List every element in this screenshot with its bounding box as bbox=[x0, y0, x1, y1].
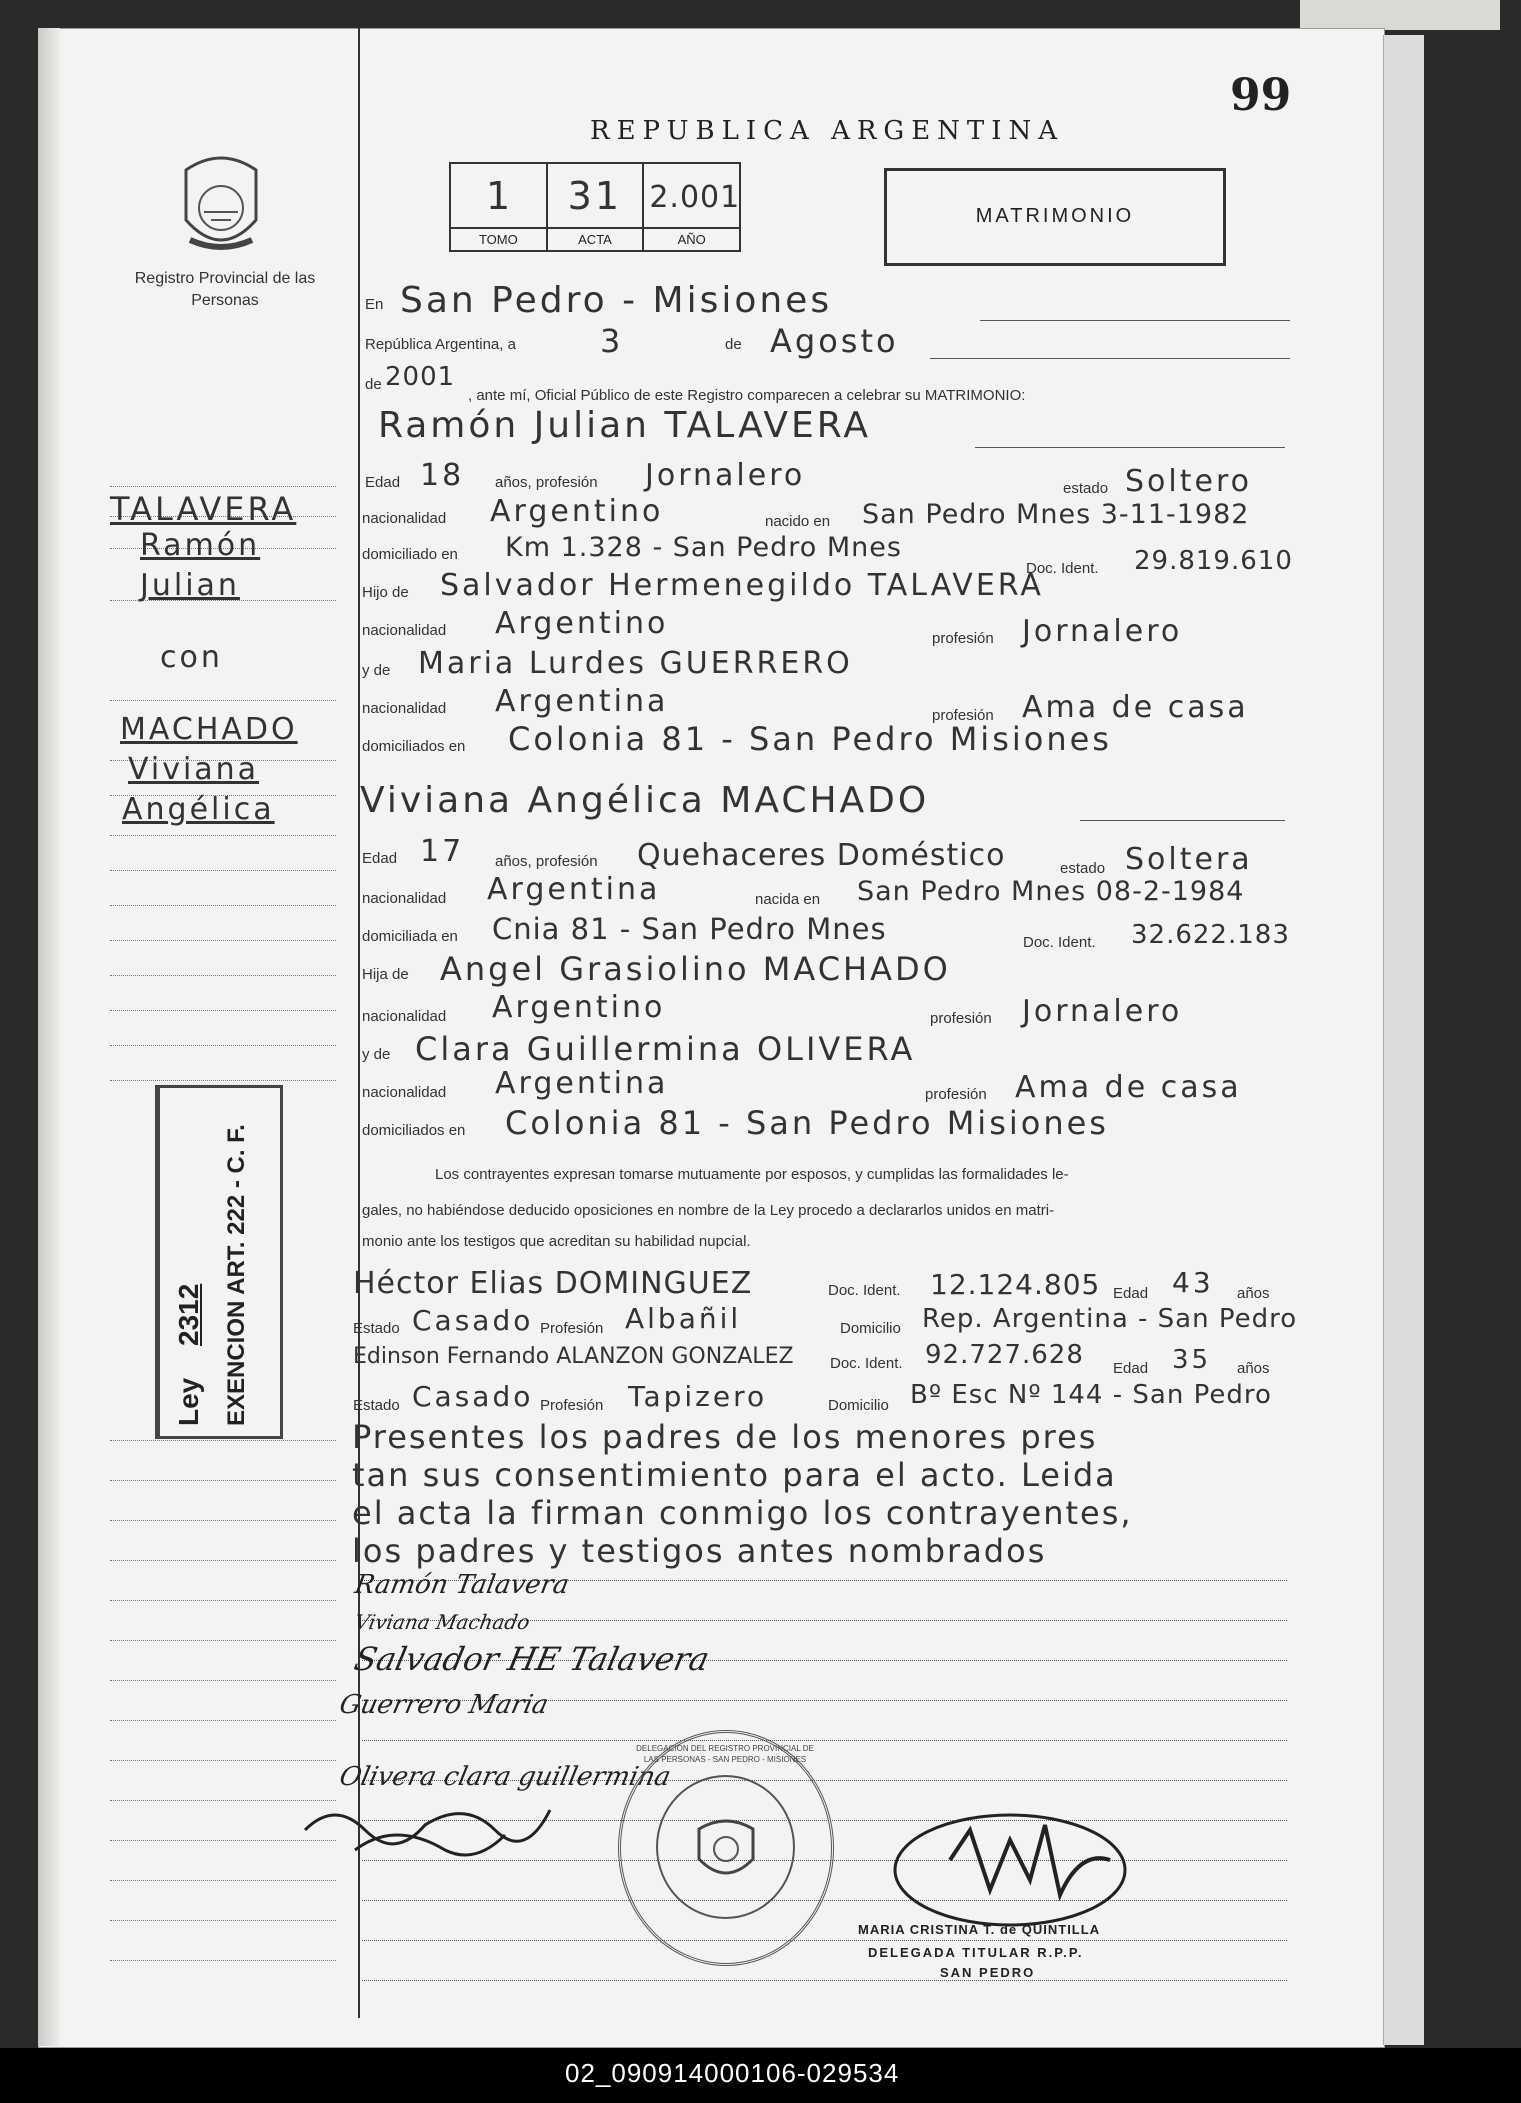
line-dots bbox=[362, 1740, 1287, 1741]
statement-line-3: monio ante los testigos que acreditan su habilidad nupcial. bbox=[362, 1233, 751, 1250]
tomo-label: TOMO bbox=[451, 227, 546, 250]
margin-line bbox=[110, 1680, 336, 1681]
groom-age-label: Edad bbox=[365, 474, 401, 491]
record-number-box bbox=[449, 162, 741, 252]
witness-2-domicile-label: Domicilio bbox=[828, 1397, 889, 1414]
margin-line bbox=[110, 1080, 336, 1081]
groom-domicile-label: domiciliado en bbox=[362, 546, 458, 563]
signature-text: Olivera clara guillermina bbox=[336, 1762, 674, 1792]
groom-full-name: Ramón Julian TALAVERA bbox=[378, 405, 871, 446]
registry-name-text: Registro Provincial de las Personas bbox=[134, 270, 316, 309]
bride-mother-nationality-label: nacionalidad bbox=[362, 1084, 447, 1101]
margin-line bbox=[110, 905, 336, 906]
bride-profession: Quehaceres Doméstico bbox=[637, 838, 1006, 873]
groom-father-profession: Jornalero bbox=[1022, 614, 1183, 649]
back-page-edge bbox=[1300, 0, 1500, 30]
bride-full-name: Viviana Angélica MACHADO bbox=[360, 780, 930, 821]
margin-line bbox=[110, 870, 336, 871]
ley-number: 2312 bbox=[173, 1283, 204, 1346]
bride-nationality: Argentina bbox=[487, 872, 661, 907]
official-seal-emblem-icon bbox=[691, 1815, 761, 1885]
witness-1-domicile: Rep. Argentina - San Pedro bbox=[922, 1304, 1298, 1334]
bride-parents-domicile: Colonia 81 - San Pedro Misiones bbox=[505, 1104, 1109, 1142]
day: 3 bbox=[600, 322, 624, 360]
witness-2-years-label: años bbox=[1237, 1360, 1270, 1377]
bride-father-nationality-label: nacionalidad bbox=[362, 1008, 447, 1025]
margin-line bbox=[110, 835, 336, 836]
official-signature-icon bbox=[880, 1800, 1140, 1930]
groom-mother-nationality-label: nacionalidad bbox=[362, 700, 447, 717]
en-label: En bbox=[365, 296, 384, 313]
bride-born-label: nacida en bbox=[755, 891, 821, 908]
official-place: SAN PEDRO bbox=[940, 1965, 1036, 1980]
official-round-seal bbox=[618, 1730, 834, 1966]
margin-line bbox=[110, 1640, 336, 1641]
groom-status-label: estado bbox=[1063, 480, 1109, 497]
official-name: MARIA CRISTINA T. de QUINTILLA bbox=[858, 1922, 1101, 1937]
republic-label: República Argentina, a bbox=[365, 336, 516, 353]
ano-cell bbox=[644, 164, 739, 250]
de-label: de bbox=[725, 336, 742, 353]
groom-nationality-label: nacionalidad bbox=[362, 510, 447, 527]
witness-2-profession-label: Profesión bbox=[540, 1397, 604, 1414]
margin-line bbox=[110, 700, 336, 701]
acta-value: 31 bbox=[567, 174, 623, 218]
groom-age-suffix: años, profesión bbox=[495, 474, 598, 491]
bride-father-profession-label: profesión bbox=[930, 1010, 992, 1027]
margin-line bbox=[110, 1520, 336, 1521]
witness-1-profession-label: Profesión bbox=[540, 1320, 604, 1337]
place: San Pedro - Misiones bbox=[400, 280, 833, 321]
bride-mother-nationality: Argentina bbox=[495, 1066, 669, 1101]
bride-born: San Pedro Mnes 08-2-1984 bbox=[857, 876, 1245, 907]
bride-father: Angel Grasiolino MACHADO bbox=[440, 950, 951, 988]
witness-1-status: Casado bbox=[412, 1304, 534, 1337]
margin-groom-name2: Julian bbox=[140, 568, 240, 603]
margin-line bbox=[110, 1760, 336, 1761]
act-type-box bbox=[884, 168, 1226, 266]
line-dots bbox=[362, 1980, 1287, 1981]
footer-id: 02_090914000106-029534 bbox=[565, 2058, 900, 2088]
witness-2-doc: 92.727.628 bbox=[925, 1340, 1084, 1370]
groom-profession: Jornalero bbox=[645, 458, 806, 493]
margin-line bbox=[110, 1960, 336, 1961]
witness-1-profession: Albañil bbox=[625, 1302, 742, 1335]
groom-father-nationality-label: nacionalidad bbox=[362, 622, 447, 639]
line-dots bbox=[362, 1940, 1287, 1941]
witness-1-status-label: Estado bbox=[353, 1320, 400, 1337]
groom-doc: 29.819.610 bbox=[1134, 546, 1293, 576]
bride-doc: 32.622.183 bbox=[1131, 920, 1290, 950]
groom-father: Salvador Hermenegildo TALAVERA bbox=[440, 568, 1044, 603]
act-type: MATRIMONIO bbox=[975, 205, 1135, 227]
binding-spine bbox=[38, 28, 60, 2046]
margin-line bbox=[110, 975, 336, 976]
bride-age: 17 bbox=[420, 834, 465, 869]
rule bbox=[930, 358, 1290, 359]
ano-label: AÑO bbox=[644, 227, 739, 250]
margin-groom-surname: TALAVERA bbox=[110, 490, 297, 528]
witness-1-name: Héctor Elias DOMINGUEZ bbox=[353, 1266, 753, 1301]
month: Agosto bbox=[770, 322, 899, 360]
bride-age-suffix: años, profesión bbox=[495, 853, 598, 870]
witness-2-domicile: Bº Esc Nº 144 - San Pedro bbox=[910, 1380, 1272, 1410]
margin-bride-surname: MACHADO bbox=[120, 712, 298, 747]
bride-age-label: Edad bbox=[362, 850, 398, 867]
bride-doc-label: Doc. Ident. bbox=[1023, 934, 1096, 951]
note-line-2: tan sus consentimiento para el acto. Leida bbox=[352, 1456, 1117, 1494]
groom-born: San Pedro Mnes 3-11-1982 bbox=[862, 499, 1250, 530]
signature-ramon-talavera bbox=[352, 1570, 571, 1600]
exemption-text: EXENCION ART. 222 - C. F. bbox=[223, 1124, 250, 1426]
bride-domicile: Cnia 81 - San Pedro Mnes bbox=[492, 912, 887, 946]
signature-text: Salvador HE Talavera bbox=[350, 1640, 713, 1678]
groom-nationality: Argentino bbox=[490, 494, 664, 529]
groom-parents-domicile: Colonia 81 - San Pedro Misiones bbox=[508, 720, 1112, 758]
margin-line bbox=[110, 1045, 336, 1046]
bride-mother-profession: Ama de casa bbox=[1015, 1070, 1242, 1105]
tomo-value: 1 bbox=[486, 174, 514, 218]
rule bbox=[975, 447, 1285, 448]
margin-line bbox=[110, 1920, 336, 1921]
witness-1-doc: 12.124.805 bbox=[930, 1268, 1101, 1301]
witness-1-years-label: años bbox=[1237, 1285, 1270, 1302]
witness-2-age-label: Edad bbox=[1113, 1360, 1149, 1377]
bride-father-label: Hija de bbox=[362, 966, 409, 983]
groom-parents-domicile-label: domiciliados en bbox=[362, 738, 466, 755]
rule bbox=[1080, 820, 1285, 821]
bride-parents-domicile-label: domiciliados en bbox=[362, 1122, 466, 1139]
groom-father-nationality: Argentino bbox=[495, 606, 669, 641]
official-seal-text: DELEGACION DEL REGISTRO PROVINCIAL DE LAS PERSONAS - SAN PEDRO - MISIONES bbox=[636, 1744, 814, 1764]
bride-status-label: estado bbox=[1060, 860, 1106, 877]
groom-status: Soltero bbox=[1125, 464, 1252, 499]
groom-mother: Maria Lurdes GUERRERO bbox=[418, 646, 853, 681]
year-prefix: de bbox=[365, 376, 382, 393]
witness-2-doc-label: Doc. Ident. bbox=[830, 1355, 903, 1372]
margin-line bbox=[110, 1010, 336, 1011]
acta-cell bbox=[548, 164, 645, 250]
groom-mother-nationality: Argentina bbox=[495, 684, 669, 719]
margin-line bbox=[110, 1600, 336, 1601]
margin-line bbox=[110, 1880, 336, 1881]
groom-mother-profession: Ama de casa bbox=[1022, 690, 1249, 725]
bride-mother: Clara Guillermina OLIVERA bbox=[415, 1030, 916, 1068]
groom-father-profession-label: profesión bbox=[932, 630, 994, 647]
margin-line bbox=[110, 1480, 336, 1481]
margin-con: con bbox=[160, 640, 223, 675]
groom-born-label: nacido en bbox=[765, 513, 831, 530]
statement-line-2: gales, no habiéndose deducido oposiciones en nombre de la Ley procedo a declararlos unidos en matri- bbox=[362, 1202, 1055, 1219]
bride-nationality-label: nacionalidad bbox=[362, 890, 447, 907]
witness-1-doc-label: Doc. Ident. bbox=[828, 1282, 901, 1299]
line-dots bbox=[362, 1900, 1287, 1901]
official-title: DELEGADA TITULAR R.P.P. bbox=[868, 1945, 1084, 1960]
margin-groom-name1: Ramón bbox=[140, 528, 261, 563]
margin-line bbox=[110, 486, 336, 487]
signature-text: Ramón Talavera bbox=[352, 1570, 572, 1600]
country-heading: REPUBLICA ARGENTINA bbox=[590, 116, 1065, 146]
witness-1-age: 43 bbox=[1172, 1266, 1214, 1299]
groom-domicile: Km 1.328 - San Pedro Mnes bbox=[505, 532, 902, 563]
witness-2-age: 35 bbox=[1172, 1345, 1212, 1375]
witness-2-status-label: Estado bbox=[353, 1397, 400, 1414]
acta-label: ACTA bbox=[548, 227, 643, 250]
groom-doc-label: Doc. Ident. bbox=[1026, 560, 1099, 577]
margin-bride-name1: Viviana bbox=[128, 752, 260, 787]
signature-salvador-talavera bbox=[351, 1640, 713, 1678]
margin-line bbox=[110, 940, 336, 941]
bride-mother-label: y de bbox=[362, 1046, 391, 1063]
note-line-4: los padres y testigos antes nombrados bbox=[352, 1532, 1047, 1570]
witness-2-name: Edinson Fernando ALANZON GONZALEZ bbox=[353, 1344, 794, 1369]
page-number: 99 bbox=[1230, 70, 1292, 121]
signature-text: Guerrero Maria bbox=[336, 1690, 552, 1720]
signature-scribble-icon bbox=[295, 1790, 555, 1870]
note-line-3: el acta la firman conmigo los contrayentes, bbox=[352, 1494, 1133, 1532]
signature-olivera-clara bbox=[337, 1762, 674, 1792]
note-line-1: Presentes los padres de los menores pres bbox=[352, 1418, 1098, 1456]
margin-line bbox=[110, 1720, 336, 1721]
margin-line bbox=[110, 1440, 336, 1441]
exemption-stamp bbox=[155, 1085, 283, 1439]
signature-guerrero-maria bbox=[337, 1690, 551, 1720]
signature-viviana-machado bbox=[353, 1610, 532, 1634]
intro-text: , ante mí, Oficial Público de este Registro comparecen a celebrar su MATRIMONIO: bbox=[468, 387, 1026, 404]
ano-value: 2.001 bbox=[649, 180, 741, 215]
groom-father-label: Hijo de bbox=[362, 584, 409, 601]
groom-mother-label: y de bbox=[362, 662, 391, 679]
groom-mother-profession-label: profesión bbox=[932, 707, 994, 724]
exemption-stamp-rotated bbox=[165, 1086, 275, 1436]
margin-line bbox=[110, 1560, 336, 1561]
bride-mother-profession-label: profesión bbox=[925, 1086, 987, 1103]
witness-1-age-label: Edad bbox=[1113, 1285, 1149, 1302]
bride-father-profession: Jornalero bbox=[1022, 994, 1183, 1029]
witness-1-domicile-label: Domicilio bbox=[840, 1320, 901, 1337]
bride-domicile-label: domiciliada en bbox=[362, 928, 458, 945]
groom-age: 18 bbox=[420, 458, 465, 493]
tomo-cell bbox=[451, 164, 548, 250]
margin-bride-name2: Angélica bbox=[122, 792, 275, 827]
bride-father-nationality: Argentino bbox=[492, 990, 666, 1025]
registry-name bbox=[130, 268, 320, 312]
rule bbox=[980, 320, 1290, 321]
year: 2001 bbox=[385, 362, 456, 392]
ley-label: Ley bbox=[173, 1377, 204, 1426]
bride-status: Soltera bbox=[1125, 842, 1253, 877]
statement-line-1: Los contrayentes expresan tomarse mutuamente por esposos, y cumplidas las formalidades le- bbox=[435, 1166, 1069, 1183]
provincial-seal-icon bbox=[176, 150, 266, 262]
witness-2-profession: Tapizero bbox=[628, 1380, 768, 1413]
footer-bar bbox=[0, 2048, 1521, 2103]
witness-2-status: Casado bbox=[412, 1380, 534, 1413]
signature-text: Viviana Machado bbox=[352, 1610, 532, 1634]
